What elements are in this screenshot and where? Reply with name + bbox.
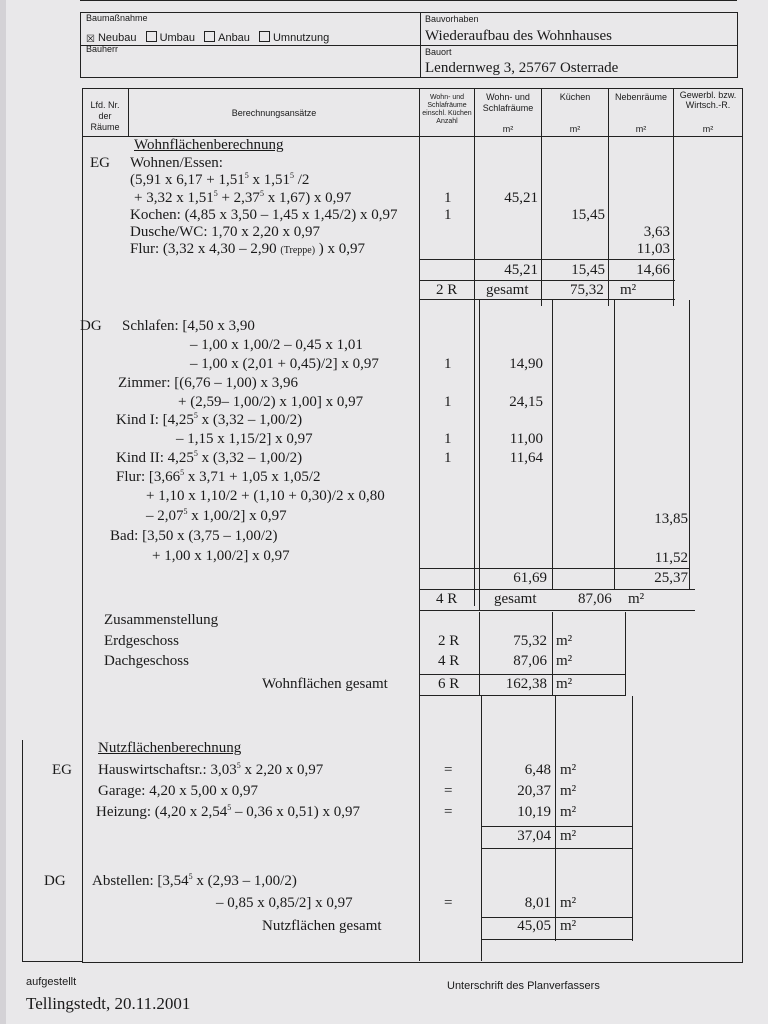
dg-gesamt-value: 87,06 [578,591,612,607]
nutzflaechen-title: Nutzflächenberechnung [98,740,242,756]
nutzflaechen-total-unit: m² [560,918,577,934]
kochen-count: 1 [444,207,452,223]
nutz-eg-subtotal: 37,04 [517,828,551,844]
flur-dg-line-3: – 2,07$^5$ x 1,00/2] x 0,97 [146,507,287,524]
bauort-label: Bauort [425,47,452,57]
summary-dg-value: 87,06 [513,653,547,669]
hwr-eq: = [444,762,453,778]
eg-gesamt-value: 75,32 [570,282,604,298]
col-lfd-nr: Lfd. Nr. der Räume [90,100,120,132]
baumassnahme-label: Baumaßnahme [86,13,148,23]
kind1-line-1: Kind I: [4,25$^5$ x (3,32 – 1,00/2) [116,411,303,428]
wohnen-label: Wohnen/Essen: [130,155,223,171]
dg-label: DG [80,318,102,334]
summary-dg-label: Dachgeschoss [104,653,189,669]
summary-dg-unit: m² [556,653,573,669]
abstellen-line-2: – 0,85 x 0,85/2] x 0,97 [216,895,353,911]
heizung-eq: = [444,804,453,820]
hwr-value: 6,48 [524,762,551,778]
flur-eg-line: Flur: (3,32 x 4,30 – 2,90 (Treppe) ) x 0,97 [130,241,366,257]
option-neubau[interactable]: ☒ Neubau [86,32,137,45]
option-anbau[interactable]: Anbau [204,32,250,44]
schlafen-line-3: – 1,00 x (2,01 + 0,45)/2] x 0,97 [190,356,379,372]
dg-gesamt-unit: m² [628,591,645,607]
checkbox-neubau[interactable]: ☒ [86,34,95,45]
nutzflaechen-total-label: Nutzflächen gesamt [262,918,382,934]
kind1-value: 11,00 [509,431,543,447]
abstellen-value: 8,01 [524,895,551,911]
baumassnahme-options [86,31,329,45]
col-gewerbl: Gewerbl. bzw. Wirtsch.-R. [679,90,737,110]
eg-label: EG [90,155,110,171]
aufgestellt-label: aufgestellt [26,976,77,988]
checkbox-umbau[interactable] [146,31,157,42]
wohnen-count: 1 [444,190,452,206]
hwr-line: Hauswirtschaftsr.: 3,03$^5$ x 2,20 x 0,97 [98,761,324,778]
heizung-value: 10,19 [517,804,551,820]
abstellen-eq: = [444,895,453,911]
wohnen-formula-2: + 3,32 x $1,51^5 + 2,37^5$ x 1,67) x 0,97 [134,189,352,206]
wohnflaechen-total-value: 162,38 [505,676,547,692]
kochen-value: 15,45 [571,207,605,223]
kochen-line: Kochen: (4,85 x 3,50 – 1,45 x 1,45/2) x 0,97 [130,207,398,223]
dg-rooms: 4 R [436,591,458,607]
col-neben: Nebenräume [614,92,668,102]
col-neben-unit: m² [635,124,647,134]
schlafen-line-1: Schlafen: [4,50 x 3,90 [122,318,255,334]
flur-dg-line-2: + 1,10 x 1,10/2 + (1,10 + 0,30)/2 x 0,80 [146,488,385,504]
summary-eg-unit: m² [556,633,573,649]
dg-sum-neben: 25,37 [654,570,688,586]
flur-eg-value: 11,03 [636,241,670,257]
wohnflaechen-title: Wohnflächenberechnung [134,137,284,153]
kind2-line: Kind II: 4,25$^5$ x (3,32 – 1,00/2) [116,449,303,466]
col-anzahl: Wohn- und Schlafräume einschl. Küchen Anzahl [422,94,472,125]
bad-value: 11,52 [654,550,688,566]
flur-dg-line-1: Flur: [3,66$^5$ x 3,71 + 1,05 x 1,05/2 [116,468,321,485]
eg-rooms: 2 R [436,282,458,298]
abstellen-unit: m² [560,895,577,911]
eg-sum-wohn: 45,21 [504,262,538,278]
abstellen-line-1: Abstellen: [3,54$^5$ x (2,93 – 1,00/2) [92,872,297,889]
checkbox-anbau[interactable] [204,31,215,42]
zimmer-line-2: + (2,59– 1,00/2) x 1,00] x 0,97 [178,394,364,410]
hwr-unit: m² [560,762,577,778]
dg-sum-wohn: 61,69 [513,570,547,586]
eg-gesamt-label: gesamt [486,282,529,298]
garage-unit: m² [560,783,577,799]
zimmer-count: 1 [444,394,452,410]
kind2-value: 11,64 [509,450,543,466]
eg-sum-neben: 14,66 [636,262,670,278]
schlafen-value: 14,90 [509,356,543,372]
summary-eg-value: 75,32 [513,633,547,649]
eg-sum-kuechen: 15,45 [571,262,605,278]
kind1-count: 1 [444,431,452,447]
dusche-value: 3,63 [643,224,670,240]
garage-value: 20,37 [517,783,551,799]
col-kuechen-unit: m² [569,124,581,134]
kind2-count: 1 [444,450,452,466]
wohnen-formula-1: (5,91 x $6,17 + 1,51^5$ x 1,51$^5$ /2 [130,171,310,188]
checkbox-umnutzung[interactable] [259,31,270,42]
dusche-line: Dusche/WC: 1,70 x 2,20 x 0,97 [130,224,320,240]
flur-dg-value: 13,85 [654,511,688,527]
col-wohn-unit: m² [502,124,514,134]
bauvorhaben-label: Bauvorhaben [425,14,479,24]
bauvorhaben-value: Wiederaufbau des Wohnhauses [425,28,613,44]
zimmer-value: 24,15 [509,394,543,410]
col-kuechen: Küchen [559,92,591,102]
option-umbau[interactable]: Umbau [146,32,195,44]
option-umnutzung[interactable]: Umnutzung [259,32,329,44]
bauort-value: Lendernweg 3, 25767 Osterrade [425,60,619,76]
summary-title: Zusammenstellung [104,612,219,628]
wohnen-value: 45,21 [504,190,538,206]
kind1-line-2: – 1,15 x 1,15/2] x 0,97 [176,431,313,447]
signature-label: Unterschrift des Planverfassers [447,980,600,992]
col-ansaetze: Berechnungsansätze [231,108,317,118]
col-gewerbl-unit: m² [702,124,714,134]
summary-eg-label: Erdgeschoss [104,633,179,649]
nutz-eg-subtotal-unit: m² [560,828,577,844]
garage-eq: = [444,783,453,799]
heizung-line: Heizung: (4,20 x 2,54$^5$ – 0,36 x 0,51) x 0,97 [96,803,360,820]
heizung-unit: m² [560,804,577,820]
wohnflaechen-total-label: Wohnflächen gesamt [262,676,388,692]
summary-dg-rooms: 4 R [438,653,460,669]
col-wohn: Wohn- und Schlafräume [482,92,534,113]
dg-gesamt-label: gesamt [494,591,537,607]
page-edge-shadow [0,0,6,1024]
wohnflaechen-total-unit: m² [556,676,573,692]
schlafen-line-2: – 1,00 x 1,00/2 – 0,45 x 1,01 [190,337,363,353]
garage-line: Garage: 4,20 x 5,00 x 0,97 [98,783,258,799]
wohnflaechen-total-rooms: 6 R [438,676,460,692]
summary-eg-rooms: 2 R [438,633,460,649]
nutz-dg-label: DG [44,873,66,889]
nutz-eg-label: EG [52,762,72,778]
zimmer-line-1: Zimmer: [(6,76 – 1,00) x 3,96 [118,375,298,391]
bad-line-1: Bad: [3,50 x (3,75 – 1,00/2) [110,528,278,544]
bad-line-2: + 1,00 x 1,00/2] x 0,97 [152,548,290,564]
schlafen-count: 1 [444,356,452,372]
bauherr-label: Bauherr [86,44,119,54]
nutzflaechen-total-value: 45,05 [517,918,551,934]
place-date: Tellingstedt, 20.11.2001 [26,994,191,1013]
eg-gesamt-unit: m² [620,282,637,298]
